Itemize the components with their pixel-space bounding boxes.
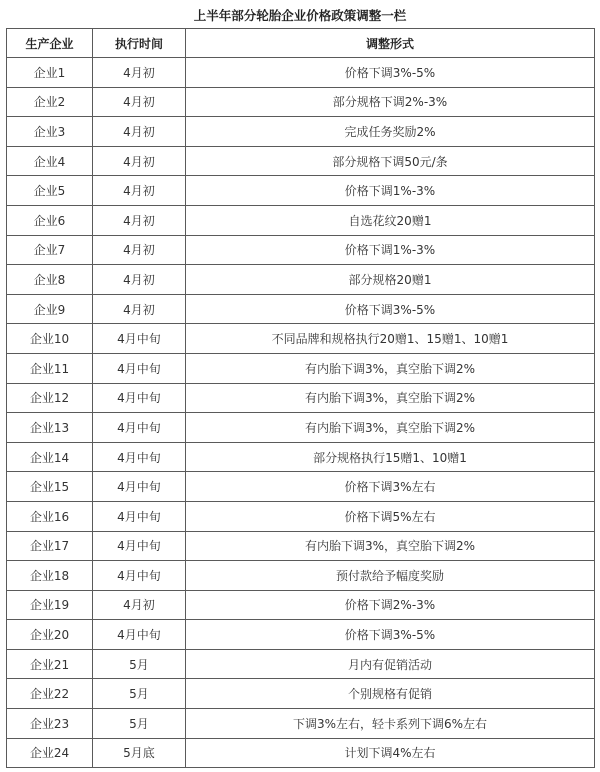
adjustment-cell: 完成任务奖励2% xyxy=(186,117,595,147)
time-cell: 4月初 xyxy=(93,205,186,235)
table-row xyxy=(7,58,595,88)
adjustment-cell: 下调3%左右，轻卡系列下调6%左右 xyxy=(186,709,595,739)
table-row xyxy=(7,649,595,679)
time-cell: 4月初 xyxy=(93,58,186,88)
company-cell: 企业22 xyxy=(7,679,93,709)
company-cell: 企业13 xyxy=(7,413,93,443)
time-cell: 5月 xyxy=(93,649,186,679)
company-cell: 企业20 xyxy=(7,620,93,650)
time-cell: 4月初 xyxy=(93,265,186,295)
adjustment-cell: 价格下调3%左右 xyxy=(186,472,595,502)
adjustment-cell: 自选花纹20赠1 xyxy=(186,205,595,235)
table-row xyxy=(7,87,595,117)
time-cell: 5月底 xyxy=(93,738,186,768)
time-cell: 4月初 xyxy=(93,87,186,117)
adjustment-cell: 部分规格下调2%-3% xyxy=(186,87,595,117)
header-adjustment: 调整形式 xyxy=(186,29,595,58)
table-row xyxy=(7,265,595,295)
table-row xyxy=(7,531,595,561)
price-policy-table xyxy=(6,28,595,768)
company-cell: 企业4 xyxy=(7,146,93,176)
table-row xyxy=(7,146,595,176)
adjustment-cell: 有内胎下调3%，真空胎下调2% xyxy=(186,413,595,443)
table-row xyxy=(7,590,595,620)
table-row xyxy=(7,176,595,206)
company-cell: 企业3 xyxy=(7,117,93,147)
table-row xyxy=(7,383,595,413)
adjustment-cell: 价格下调3%-5% xyxy=(186,58,595,88)
header-company: 生产企业 xyxy=(7,29,93,58)
table-row xyxy=(7,620,595,650)
adjustment-cell: 价格下调1%-3% xyxy=(186,176,595,206)
adjustment-cell: 部分规格执行15赠1、10赠1 xyxy=(186,442,595,472)
adjustment-cell: 部分规格20赠1 xyxy=(186,265,595,295)
company-cell: 企业24 xyxy=(7,738,93,768)
company-cell: 企业2 xyxy=(7,87,93,117)
adjustment-cell: 计划下调4%左右 xyxy=(186,738,595,768)
table-row xyxy=(7,472,595,502)
time-cell: 5月 xyxy=(93,679,186,709)
table-row xyxy=(7,709,595,739)
adjustment-cell: 有内胎下调3%，真空胎下调2% xyxy=(186,383,595,413)
table-body xyxy=(7,58,595,768)
adjustment-cell: 价格下调1%-3% xyxy=(186,235,595,265)
time-cell: 4月中旬 xyxy=(93,413,186,443)
company-cell: 企业5 xyxy=(7,176,93,206)
adjustment-cell: 有内胎下调3%，真空胎下调2% xyxy=(186,531,595,561)
company-cell: 企业15 xyxy=(7,472,93,502)
table-row xyxy=(7,205,595,235)
adjustment-cell: 有内胎下调3%，真空胎下调2% xyxy=(186,353,595,383)
table-title: 上半年部分轮胎企业价格政策调整一栏 xyxy=(193,8,407,23)
company-cell: 企业18 xyxy=(7,561,93,591)
header-time: 执行时间 xyxy=(93,29,186,58)
adjustment-cell: 价格下调3%-5% xyxy=(186,294,595,324)
time-cell: 4月中旬 xyxy=(93,353,186,383)
time-cell: 4月初 xyxy=(93,590,186,620)
company-cell: 企业10 xyxy=(7,324,93,354)
company-cell: 企业6 xyxy=(7,205,93,235)
time-cell: 4月中旬 xyxy=(93,620,186,650)
table-row xyxy=(7,294,595,324)
table-row xyxy=(7,679,595,709)
adjustment-cell: 价格下调5%左右 xyxy=(186,501,595,531)
company-cell: 企业14 xyxy=(7,442,93,472)
adjustment-cell: 月内有促销活动 xyxy=(186,649,595,679)
table-row xyxy=(7,235,595,265)
table-row xyxy=(7,738,595,768)
time-cell: 4月初 xyxy=(93,235,186,265)
adjustment-cell: 个别规格有促销 xyxy=(186,679,595,709)
time-cell: 4月中旬 xyxy=(93,383,186,413)
company-cell: 企业8 xyxy=(7,265,93,295)
adjustment-cell: 价格下调3%-5% xyxy=(186,620,595,650)
company-cell: 企业23 xyxy=(7,709,93,739)
company-cell: 企业19 xyxy=(7,590,93,620)
time-cell: 4月中旬 xyxy=(93,561,186,591)
table-row xyxy=(7,442,595,472)
company-cell: 企业7 xyxy=(7,235,93,265)
adjustment-cell: 价格下调2%-3% xyxy=(186,590,595,620)
adjustment-cell: 部分规格下调50元/条 xyxy=(186,146,595,176)
table-row xyxy=(7,324,595,354)
time-cell: 4月初 xyxy=(93,117,186,147)
company-cell: 企业1 xyxy=(7,58,93,88)
time-cell: 4月初 xyxy=(93,146,186,176)
time-cell: 4月初 xyxy=(93,176,186,206)
table-row xyxy=(7,413,595,443)
company-cell: 企业11 xyxy=(7,353,93,383)
time-cell: 4月中旬 xyxy=(93,324,186,354)
company-cell: 企业21 xyxy=(7,649,93,679)
time-cell: 4月中旬 xyxy=(93,531,186,561)
company-cell: 企业12 xyxy=(7,383,93,413)
table-row xyxy=(7,501,595,531)
table-row xyxy=(7,561,595,591)
table-row xyxy=(7,353,595,383)
company-cell: 企业9 xyxy=(7,294,93,324)
company-cell: 企业16 xyxy=(7,501,93,531)
time-cell: 5月 xyxy=(93,709,186,739)
table-row xyxy=(7,117,595,147)
time-cell: 4月中旬 xyxy=(93,472,186,502)
header-row xyxy=(7,29,595,58)
company-cell: 企业17 xyxy=(7,531,93,561)
adjustment-cell: 不同品牌和规格执行20赠1、15赠1、10赠1 xyxy=(186,324,595,354)
time-cell: 4月中旬 xyxy=(93,501,186,531)
time-cell: 4月初 xyxy=(93,294,186,324)
time-cell: 4月中旬 xyxy=(93,442,186,472)
adjustment-cell: 预付款给予幅度奖励 xyxy=(186,561,595,591)
